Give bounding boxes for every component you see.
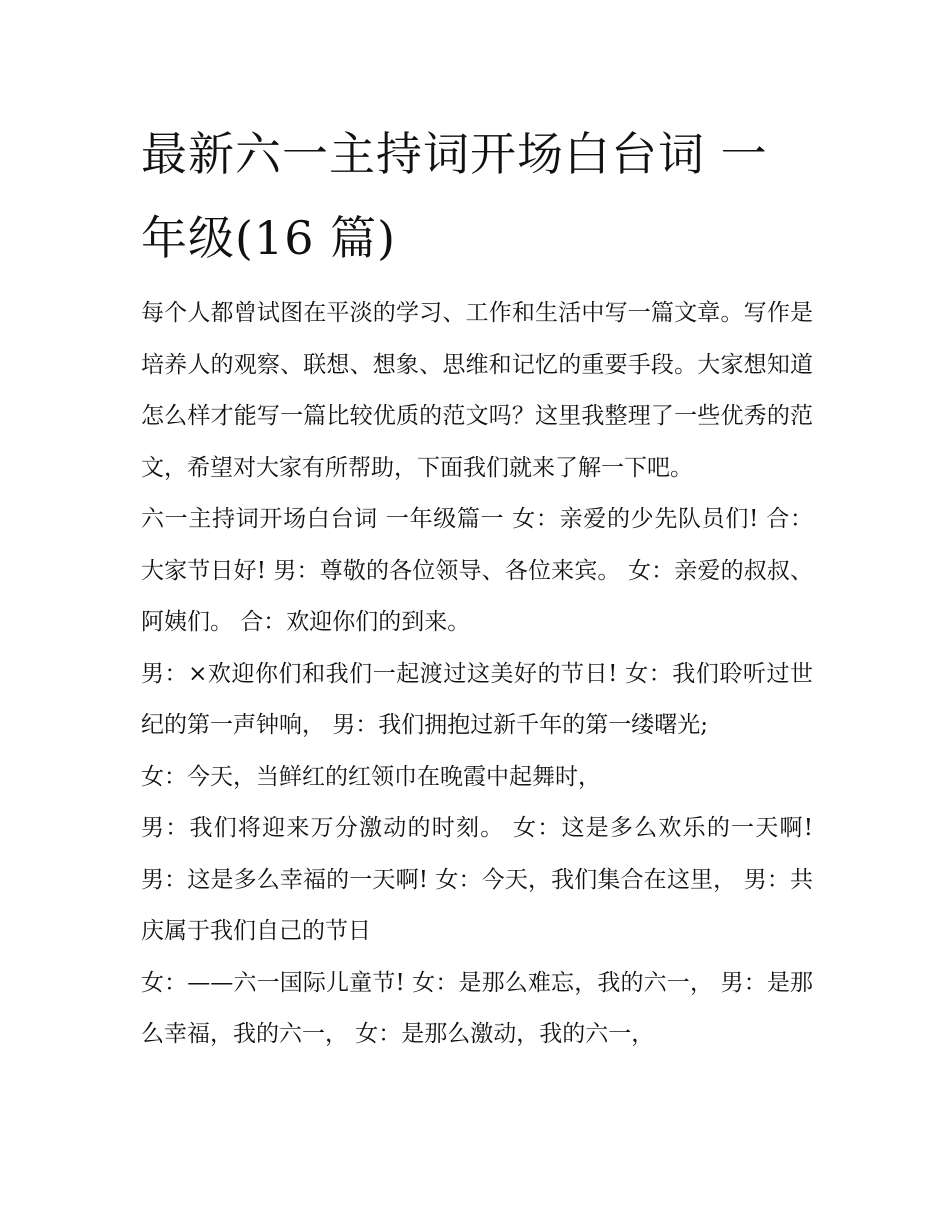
body-paragraph-5: 女：——六一国际儿童节! 女：是那么难忘，我的六一， 男：是那么幸福，我的六一， 女：是那么激动，我的六一， [141,969,813,1047]
document-title: 最新六一主持词开场白台词 一年级(16 篇) [141,127,768,265]
body-paragraph-4: 男：我们将迎来万分激动的时刻。 女：这是多么欢乐的一天啊! 男：这是多么幸福的一天啊! 女：今天，我们集合在这里， 男：共庆属于我们自己的节日 [141,815,813,944]
body-paragraph-3: 女：今天，当鲜红的红领巾在晚霞中起舞时， [141,763,601,790]
body-paragraph-2: 男：×欢迎你们和我们一起渡过这美好的节日! 女：我们聆听过世纪的第一声钟响， 男：我们拥抱过新千年的第一缕曙光; [141,660,813,738]
intro-paragraph: 每个人都曾试图在平淡的学习、工作和生活中写一篇文章。写作是培养人的观察、联想、想象、思维和记忆的重要手段。大家想知道怎么样才能写一篇比较优质的范文吗？这里我整理了一些优秀的范文，希望对大家有所帮助，下面我们就来了解一下吧。 [141,300,813,481]
document-page [141,112,813,1061]
body-paragraph-1: 六一主持词开场白台词 一年级篇一 女：亲爱的少先队员们! 合：大家节日好! 男：尊敬的各位领导、各位来宾。 女：亲爱的叔叔、阿姨们。 合：欢迎你们的到来。 [141,506,813,635]
